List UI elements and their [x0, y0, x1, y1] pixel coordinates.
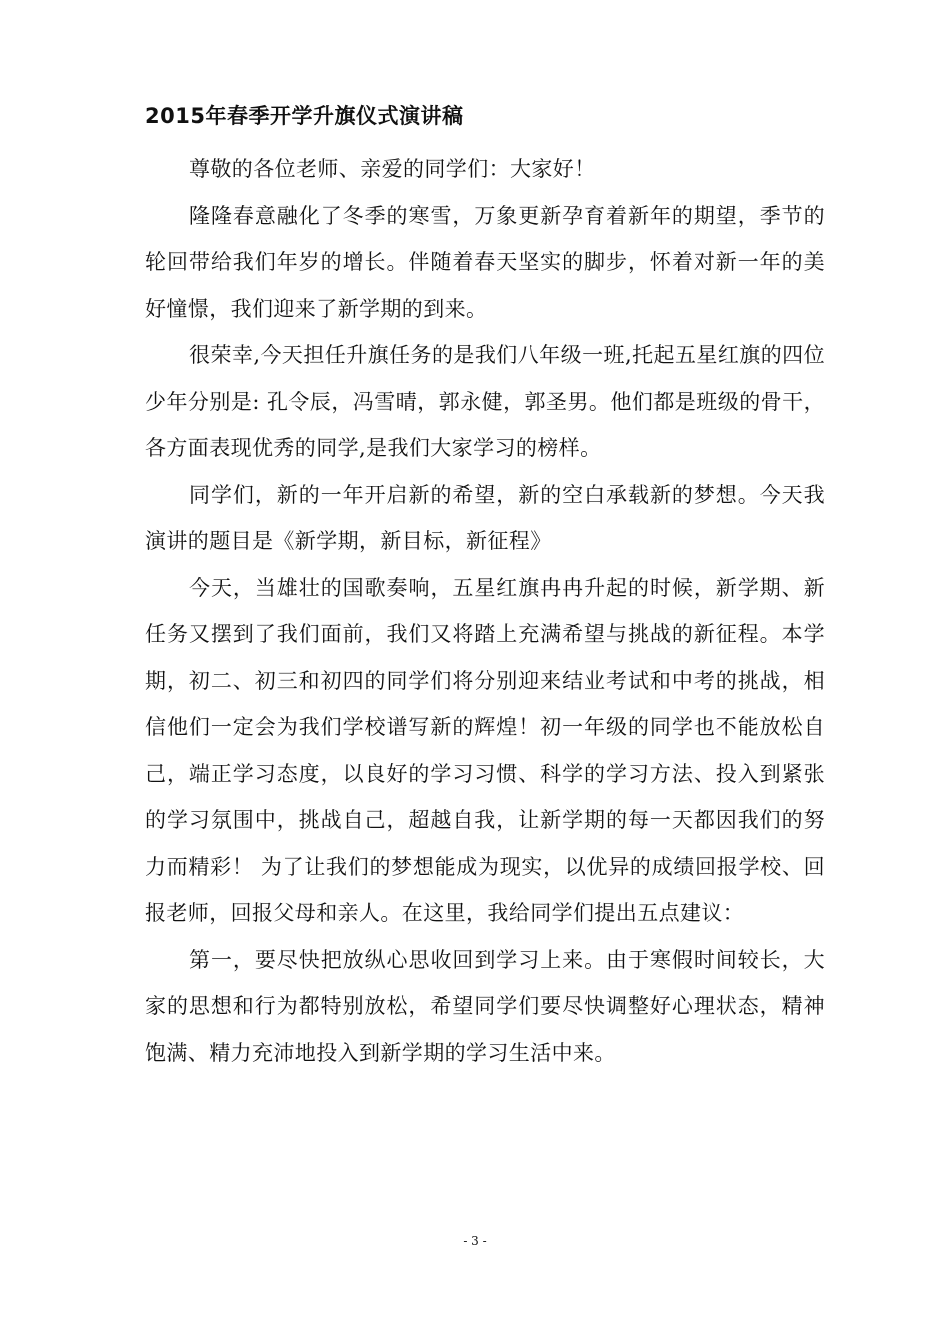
paragraph-suggestion-one: 第一，要尽快把放纵心思收回到学习上来。由于寒假时间较长，大家的思想和行为都特别放松，希望同学们要尽快调整好心理状态，精神饱满、精力充沛地投入到新学期的学习生活中来。 [145, 947, 825, 1065]
paragraph-greeting: 尊敬的各位老师、亲爱的同学们：大家好！ [189, 157, 596, 181]
page-number: - 3 - [463, 1234, 487, 1248]
paragraph-new-semester: 今天，当雄壮的国歌奏响，五星红旗冉冉升起的时候，新学期、新任务又摆到了我们面前，我们又将踏上充满希望与挑战的新征程。本学期，初二、初三和初四的同学们将分别迎来结业考试和中考的挑战，相信他们一定会为我们学校谱写新的辉煌！初一年级的同学也不能放松自己，端正学习态度，以良好的学习习惯、科学的学习方法、投入到紧张的学习氛围中，挑战自己，超越自我，让新学期的每一天都因我们的努力而精彩！ 为了让我们的梦想能成为现实，以优异的成绩回报学校、回报老师，回报父母和亲人。在这里，我给同学们提出五点建议： [145, 575, 825, 925]
paragraph-spring: 隆隆春意融化了冬季的寒雪，万象更新孕育着新年的期望，季节的轮回带给我们年岁的增长。伴随着春天坚实的脚步，怀着对新一年的美好憧憬，我们迎来了新学期的到来。 [145, 203, 825, 321]
paragraph-flag-raisers: 很荣幸,今天担任升旗任务的是我们八年级一班,托起五星红旗的四位少年分别是: 孔令辰，冯雪晴，郭永健，郭圣男。他们都是班级的骨干，各方面表现优秀的同学,是我们大家学习的榜样。 [145, 343, 825, 460]
document-title: 2015年春季开学升旗仪式演讲稿 [145, 104, 464, 128]
paragraph-speech-topic: 同学们，新的一年开启新的希望，新的空白承载新的梦想。今天我演讲的题目是《新学期，新目标，新征程》 [145, 482, 825, 553]
document-body [145, 100, 825, 1076]
